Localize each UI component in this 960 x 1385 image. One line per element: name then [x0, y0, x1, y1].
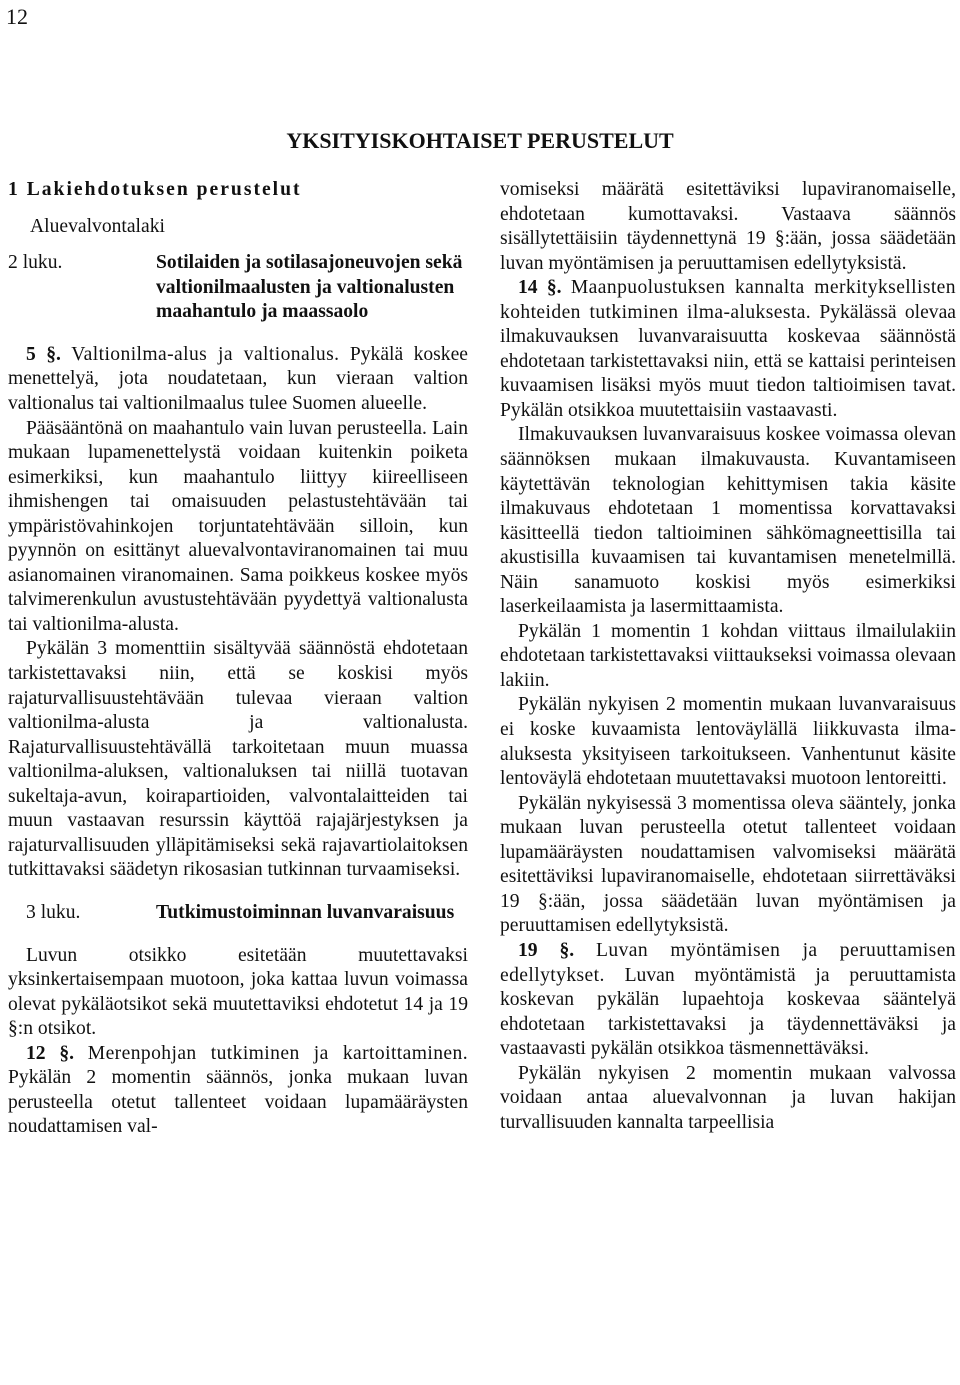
moment-3-right-paragraph: Pykälän nykyisessä 3 momentissa oleva sääntely, jonka mukaan luvan perusteella otetut tallenteet voidaan lupamääräysten noudattamisen valvomiseksi määrätä esitettäviksi lupaviranomaiselle, ehdotetaan siirrettäväksi 19 §:ään, jossa säädetään luvan myöntämisen ja peruuttamisen edellytyksistä. [500, 792, 956, 937]
section-5-paragraph: 5 §. Valtionilma-alus ja valtionalus. Pykälä koskee menettelyä, jota noudatetaan, kun vieraan valtion valtionalus tai valtionilmaalus tulee Suomen alueelle. [8, 343, 468, 414]
section-5-title: Valtionilma-alus ja valtionalus. [71, 343, 340, 365]
continuation-paragraph: vomiseksi määrätä esitettäviksi lupaviranomaiselle, ehdotetaan kumottavaksi. Vastaava säännös sisällytettäisiin täydennettynä 19 §:ään, jossa säädetään luvan myöntämisen ja peruuttamisen edellytyksistä. [500, 179, 956, 274]
moment-3-paragraph: Pykälän 3 momenttiin sisältyvää säännöstä ehdotetaan tarkistettavaksi niin, että se koskisi myös rajaturvallisuustehtävään tulevaa vieraan valtion valtionilma-alusta ja valtionalusta. Rajaturvallisuustehtävällä tarkoitetaan muun muassa valtionilma-aluksen, valtionaluksen tai niillä tuotavan sukeltaja-avun, koirapartioiden, valvontalaitteiden tai muun vastaavan resurssin käyttöä rajajärjestyksen ja rajaturvallisuuden ylläpitämiseksi sekä rajavartiolaitoksen tutkittavaksi säädetyn rikosasian tutkinnan turvaamiseksi. [8, 638, 468, 881]
air-photography-paragraph: Ilmakuvauksen luvanvaraisuus koskee voimassa olevan säännöksen mukaan ilmakuvausta. Kuvantamiseen käytettävän teknologian kehittymisen takia käsite ilmakuvaus ehdotetaan 1 momentissa korvattavaksi käsitteellä tiedon taltioiminen sähkömagneettisilla tai akustisilla kuvaamisen tai kuvantamisen menetelmillä. Näin sanamuoto koskisi myös esimerkiksi laserkeilaamista ja lasermittaamista. [500, 424, 956, 618]
left-column [8, 178, 468, 1140]
section-19-paragraph: 19 §. Luvan myöntämisen ja peruuttamisen edellytykset. Luvan myöntämistä ja peruuttamista koskevan pykälän lupaehtoja koskevaa sääntelyä ehdotetaan tarkistettavaksi ja täydennettäväksi ja vastaavasti pykälän otsikkoa täsmennettäväksi. [500, 939, 956, 1060]
page-number: 12 [6, 4, 28, 29]
main-rule-paragraph: Pääsääntönä on maahantulo vain luvan perusteella. Lain mukaan lupamenettelystä voidaan kuitenkin poiketa esimerkiksi, kun maahantulo liittyy kiireelliseen ihmishengen tai omaisuuden pelastustehtävään tai ympäristövahinkojen torjuntatehtävään silloin, kun pyynnön on esittänyt aluevalvontaviranomainen tai muu asianomainen viranomainen. Sama poikkeus koskee myös talvimerenkulun avustustehtävään pyydettyä valtionalusta tai valtionilma-alusta. [8, 417, 468, 635]
law-title: Aluevalvontalaki [30, 215, 165, 237]
moment-2-paragraph: Pykälän nykyisen 2 momentin mukaan luvanvaraisuus ei koske kuvaamista lentoväylällä liikkuvasta ilma-aluksesta yksityiseen tarkoitukseen. Vanhentunut käsite lentoväylä ehdotetaan muutettavaksi muotoon lentoreitti. [500, 694, 956, 790]
chapter-2-number: 2 luku. [8, 252, 63, 274]
section-19-number: 19 [518, 939, 538, 961]
section-14-title: Maanpuolustuksen kannalta merkityksellisten kohteiden tutkiminen ilma-aluksesta. [500, 277, 956, 323]
chapter-3-heading [26, 901, 468, 926]
section-14-text: Pykälässä olevaa ilmakuvauksen luvanvaraisuutta koskevaa säännöstä ehdotetaan tarkistettavaksi niin, että se kattaisi perinteisen kuvaamisen lisäksi myös muut tiedon taltioimisen tavat. Pykälän otsikkoa muutettaisiin vastaavasti. [500, 301, 956, 421]
section-14-number: 14 [518, 277, 538, 299]
chapter-3-number: 3 luku. [26, 901, 81, 923]
chapter-3-title: Tutkimustoiminnan luvanvaraisuus [156, 901, 455, 923]
section-5-number: 5 [26, 343, 36, 365]
section-12-number: 12 [26, 1042, 46, 1064]
chapter-2-title: Sotilaiden ja sotilasajoneuvojen sekä valtionilmaalusten ja valtionalusten maahantulo ja maassaolo [156, 252, 463, 323]
section-12-title: Merenpohjan tutkiminen ja kartoittaminen. [87, 1042, 468, 1064]
chapter-3-paragraph: Luvun otsikko esitetään muutettavaksi yksinkertaisempaan muotoon, joka kattaa luvun voimassa olevat pykäläotsikot sekä muutettaviksi ehdotetut 14 ja 19 §:n otsikot. [8, 944, 468, 1040]
reference-paragraph: Pykälän 1 momentin 1 kohdan viittaus ilmailulakiin ehdotetaan tarkistettavaksi viittaukseksi voimassa olevaan lakiin. [500, 620, 956, 691]
section-14-paragraph: 14 §. Maanpuolustuksen kannalta merkityksellisten kohteiden tutkiminen ilma-aluksesta. Pykälässä olevaa ilmakuvauksen luvanvaraisuutta koskevaa säännöstä ehdotetaan tarkistettavaksi niin, että se kattaisi perinteisen kuvaamisen lisäksi myös muut tiedon taltioimisen tavat. Pykälän otsikkoa muutettaisiin vastaavasti. [500, 277, 956, 421]
section-heading: 1 Lakiehdotuksen perustelut [8, 179, 302, 200]
section-12-paragraph: 12 §. Merenpohjan tutkiminen ja kartoittaminen. Pykälän 2 momentin säännös, jonka mukaan luvan perusteella otetut tallenteet voidaan lupamääräysten noudattamisen val- [8, 1042, 468, 1138]
right-column [500, 178, 956, 1135]
section-19-text: Luvan myöntämistä ja peruuttamista koskevan pykälän lupaehtoja koskevaa sääntelyä ehdotetaan tarkistettavaksi ja täydennettäväksi ja vastaavasti pykälän otsikkoa täsmennettäväksi. [500, 964, 956, 1060]
section-12-text: Pykälän 2 momentin säännös, jonka mukaan luvan perusteella otetut tallenteet voidaan lupamääräysten noudattamisen val- [8, 1067, 468, 1138]
section-5-text: Pykälä koskee menettelyä, jota noudatetaan, kun vieraan valtion valtionalus tai valtionilmaalus tulee Suomen alueelle. [8, 343, 468, 414]
chapter-2-heading [8, 251, 468, 325]
section-19-title: Luvan myöntämisen ja peruuttamisen edellytykset. [500, 939, 956, 986]
page-title: YKSITYISKOHTAISET PERUSTELUT [286, 128, 674, 153]
last-paragraph: Pykälän nykyisen 2 momentin mukaan valvossa voidaan antaa aluevalvonnan ja luvan hakijan turvallisuuden kannalta tarpeellisia [500, 1062, 956, 1133]
